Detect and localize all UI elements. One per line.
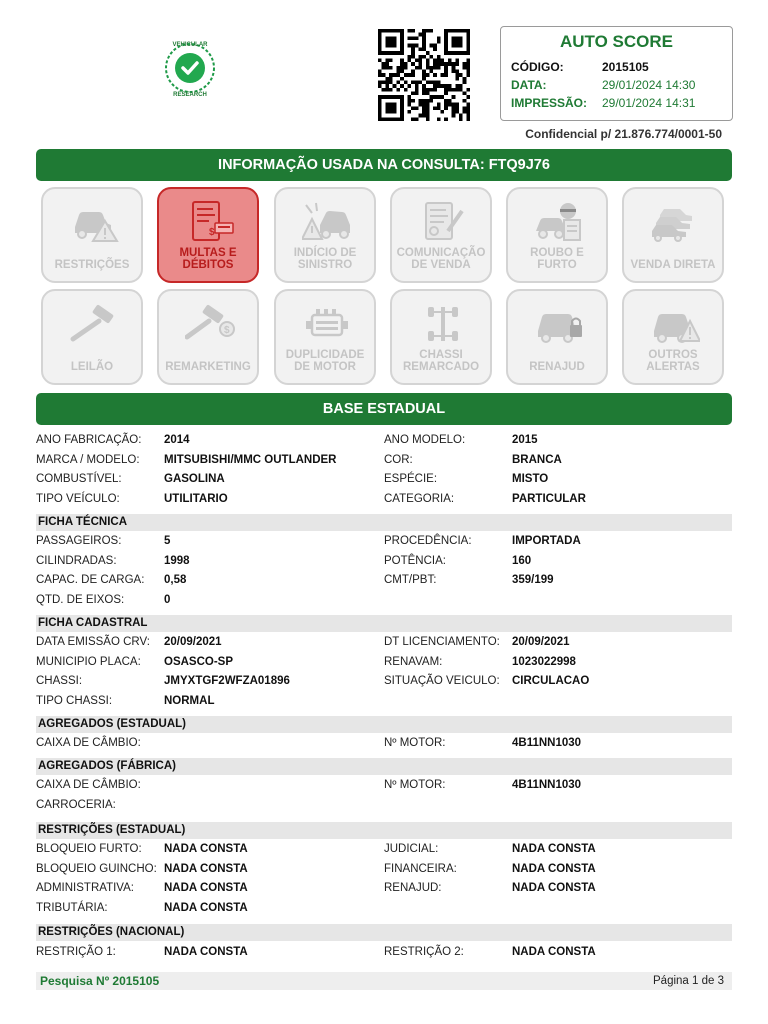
field-value: MITSUBISHI/MMC OUTLANDER	[164, 454, 337, 466]
field-value: NADA CONSTA	[164, 843, 248, 855]
field-value: 359/199	[512, 574, 554, 586]
field-value: 0	[164, 594, 171, 606]
tile-chassi-remarcado[interactable]	[390, 289, 492, 385]
table-row	[36, 797, 732, 815]
field-value: NADA CONSTA	[512, 882, 596, 894]
field-value: 0,58	[164, 574, 187, 586]
field-label: PROCEDÊNCIA:	[384, 535, 472, 547]
field-label: CAPAC. DE CARGA:	[36, 574, 145, 586]
field-label: MUNICIPIO PLACA:	[36, 656, 141, 668]
tile-label: DUPLICIDADE DE MOTOR	[285, 349, 365, 373]
field-value: OSASCO-SP	[164, 656, 234, 668]
tile-label: REMARKETING	[165, 361, 251, 373]
table-row	[36, 654, 732, 672]
codigo-value: 2015105	[602, 60, 649, 74]
table-row	[36, 777, 732, 795]
field-value: UTILITARIO	[164, 493, 228, 505]
field-value: CIRCULACAO	[512, 675, 590, 687]
field-label: Nº MOTOR:	[384, 737, 446, 749]
field-label: ADMINISTRATIVA:	[36, 882, 134, 894]
table-row	[36, 491, 732, 509]
table-row	[36, 880, 732, 898]
table-row	[36, 673, 732, 691]
field-label: CATEGORIA:	[384, 493, 455, 505]
tile-label: VENDA DIRETA	[630, 259, 716, 271]
tile-leil-o[interactable]	[41, 289, 143, 385]
field-value: JMYXTGF2WFZA01896	[164, 675, 290, 687]
data-value: 29/01/2024 14:30	[602, 78, 696, 92]
field-value: 4B11NN1030	[512, 779, 582, 791]
field-value: NADA CONSTA	[512, 863, 596, 875]
page-number: Página 1 de 3	[653, 975, 724, 987]
field-value: NADA CONSTA	[164, 882, 248, 894]
data-row	[511, 78, 695, 92]
field-label: RESTRIÇÃO 1:	[36, 946, 116, 958]
impressao-label: IMPRESSÃO:	[511, 96, 588, 110]
tile-restri-es[interactable]	[41, 187, 143, 283]
field-label: ANO MODELO:	[384, 434, 466, 446]
tile-roubo-e-furto[interactable]	[506, 187, 608, 283]
tile-label: LEILÃO	[70, 361, 114, 373]
tile-label: OUTROS ALERTAS	[646, 349, 700, 373]
field-label: CILINDRADAS:	[36, 555, 117, 567]
table-row	[36, 471, 732, 489]
tile-outros-alertas[interactable]	[622, 289, 724, 385]
field-label: PASSAGEIROS:	[36, 535, 122, 547]
section-header-ficha-tecnica: FICHA TÉCNICA	[36, 514, 732, 531]
table-row	[36, 693, 732, 711]
table-row	[36, 432, 732, 450]
table-row	[36, 841, 732, 859]
impressao-row	[511, 96, 695, 110]
field-value: 1998	[164, 555, 190, 567]
field-value: MISTO	[512, 473, 549, 485]
tile-venda-direta[interactable]	[622, 187, 724, 283]
svg-text:$: $	[209, 227, 215, 238]
field-label: CAIXA DE CÂMBIO:	[36, 737, 141, 749]
field-value: NADA CONSTA	[164, 863, 248, 875]
tile-comunica-o-de-venda[interactable]	[390, 187, 492, 283]
section-header-restricoes-nacional: RESTRIÇÕES (NACIONAL)	[36, 924, 732, 941]
field-label: ESPÉCIE:	[384, 473, 438, 485]
field-label: POTÊNCIA:	[384, 555, 446, 567]
field-value: 160	[512, 555, 532, 567]
table-row	[36, 634, 732, 652]
field-label: CAIXA DE CÂMBIO:	[36, 779, 141, 791]
table-row	[36, 592, 732, 610]
tile-remarketing[interactable]	[157, 289, 259, 385]
data-label: DATA:	[511, 78, 547, 92]
field-label: MARCA / MODELO:	[36, 454, 140, 466]
field-value: 20/09/2021	[164, 636, 222, 648]
impressao-value: 29/01/2024 14:31	[602, 96, 696, 110]
field-label: TIPO VEÍCULO:	[36, 493, 120, 505]
field-label: COR:	[384, 454, 413, 466]
auto-score-box	[500, 26, 733, 121]
base-estadual-bar: BASE ESTADUAL	[36, 393, 732, 425]
field-label: CMT/PBT:	[384, 574, 437, 586]
table-row	[36, 944, 732, 962]
svg-text:VEHICULAR: VEHICULAR	[172, 42, 208, 48]
codigo-label: CÓDIGO:	[511, 60, 564, 74]
tile-duplicidade-de-motor[interactable]	[274, 289, 376, 385]
tile-ind-cio-de-sinistro[interactable]	[274, 187, 376, 283]
tile-label: COMUNICAÇÃO DE VENDA	[396, 247, 486, 271]
field-label: BLOQUEIO FURTO:	[36, 843, 142, 855]
section-header-agregados-estadual: AGREGADOS (ESTADUAL)	[36, 716, 732, 733]
field-value: NADA CONSTA	[164, 946, 248, 958]
section-header-ficha-cadastral: FICHA CADASTRAL	[36, 615, 732, 632]
svg-text:RESEARCH: RESEARCH	[173, 92, 207, 98]
section-header-restricoes-estadual: RESTRIÇÕES (ESTADUAL)	[36, 822, 732, 839]
field-value: PARTICULAR	[512, 493, 586, 505]
field-label: CARROCERIA:	[36, 799, 116, 811]
field-label: RENAVAM:	[384, 656, 443, 668]
vehicular-research-logo	[154, 38, 226, 98]
table-row	[36, 452, 732, 470]
pesquisa-number: Pesquisa Nº 2015105	[40, 974, 160, 988]
field-value: NADA CONSTA	[512, 843, 596, 855]
field-value: GASOLINA	[164, 473, 225, 485]
table-row	[36, 861, 732, 879]
codigo-row	[511, 60, 649, 74]
field-value: 2014	[164, 434, 190, 446]
field-label: DATA EMISSÃO CRV:	[36, 636, 150, 648]
section-header-agregados-fabrica: AGREGADOS (FÁBRICA)	[36, 758, 732, 775]
table-row	[36, 553, 732, 571]
field-label: JUDICIAL:	[384, 843, 439, 855]
field-label: DT LICENCIAMENTO:	[384, 636, 500, 648]
field-label: TRIBUTÁRIA:	[36, 902, 108, 914]
field-label: FINANCEIRA:	[384, 863, 457, 875]
score-title: AUTO SCORE	[559, 32, 674, 51]
tile-label: INDÍCIO DE SINISTRO	[293, 247, 357, 271]
svg-text:$: $	[224, 325, 230, 336]
tile-label: MULTAS E DÉBITOS	[179, 247, 237, 271]
field-label: CHASSI:	[36, 675, 83, 687]
field-value: NADA CONSTA	[512, 946, 596, 958]
qr-code	[375, 29, 473, 121]
field-label: ANO FABRICAÇÃO:	[36, 434, 142, 446]
field-label: BLOQUEIO GUINCHO:	[36, 863, 157, 875]
tile-label: CHASSI REMARCADO	[402, 349, 480, 373]
field-value: BRANCA	[512, 454, 562, 466]
field-label: QTD. DE EIXOS:	[36, 594, 125, 606]
field-value: NORMAL	[164, 695, 215, 707]
tile-label: RESTRIÇÕES	[54, 259, 130, 271]
field-value: IMPORTADA	[512, 535, 581, 547]
field-value: 1023022998	[512, 656, 576, 668]
confidential-note: Confidencial p/ 21.876.774/0001-50	[525, 127, 722, 141]
field-label: RESTRIÇÃO 2:	[384, 946, 464, 958]
tile-renajud[interactable]	[506, 289, 608, 385]
field-label: TIPO CHASSI:	[36, 695, 113, 707]
field-value: 5	[164, 535, 171, 547]
field-label: RENAJUD:	[384, 882, 442, 894]
verified-check-icon	[154, 38, 226, 98]
tile-multas-e-d-bitos[interactable]	[157, 187, 259, 283]
field-label: Nº MOTOR:	[384, 779, 446, 791]
page-footer	[36, 972, 732, 990]
table-row	[36, 900, 732, 918]
field-value: 2015	[512, 434, 538, 446]
consulta-bar: INFORMAÇÃO USADA NA CONSULTA: FTQ9J76	[36, 149, 732, 181]
tile-label: RENAJUD	[529, 361, 585, 373]
tile-label: ROUBO E FURTO	[530, 247, 584, 271]
field-value: 4B11NN1030	[512, 737, 582, 749]
field-value: 20/09/2021	[512, 636, 570, 648]
field-value: NADA CONSTA	[164, 902, 248, 914]
field-label: SITUAÇÃO VEICULO:	[384, 675, 500, 687]
table-row	[36, 533, 732, 551]
table-row	[36, 735, 732, 753]
field-label: COMBUSTÍVEL:	[36, 473, 122, 485]
table-row	[36, 572, 732, 590]
